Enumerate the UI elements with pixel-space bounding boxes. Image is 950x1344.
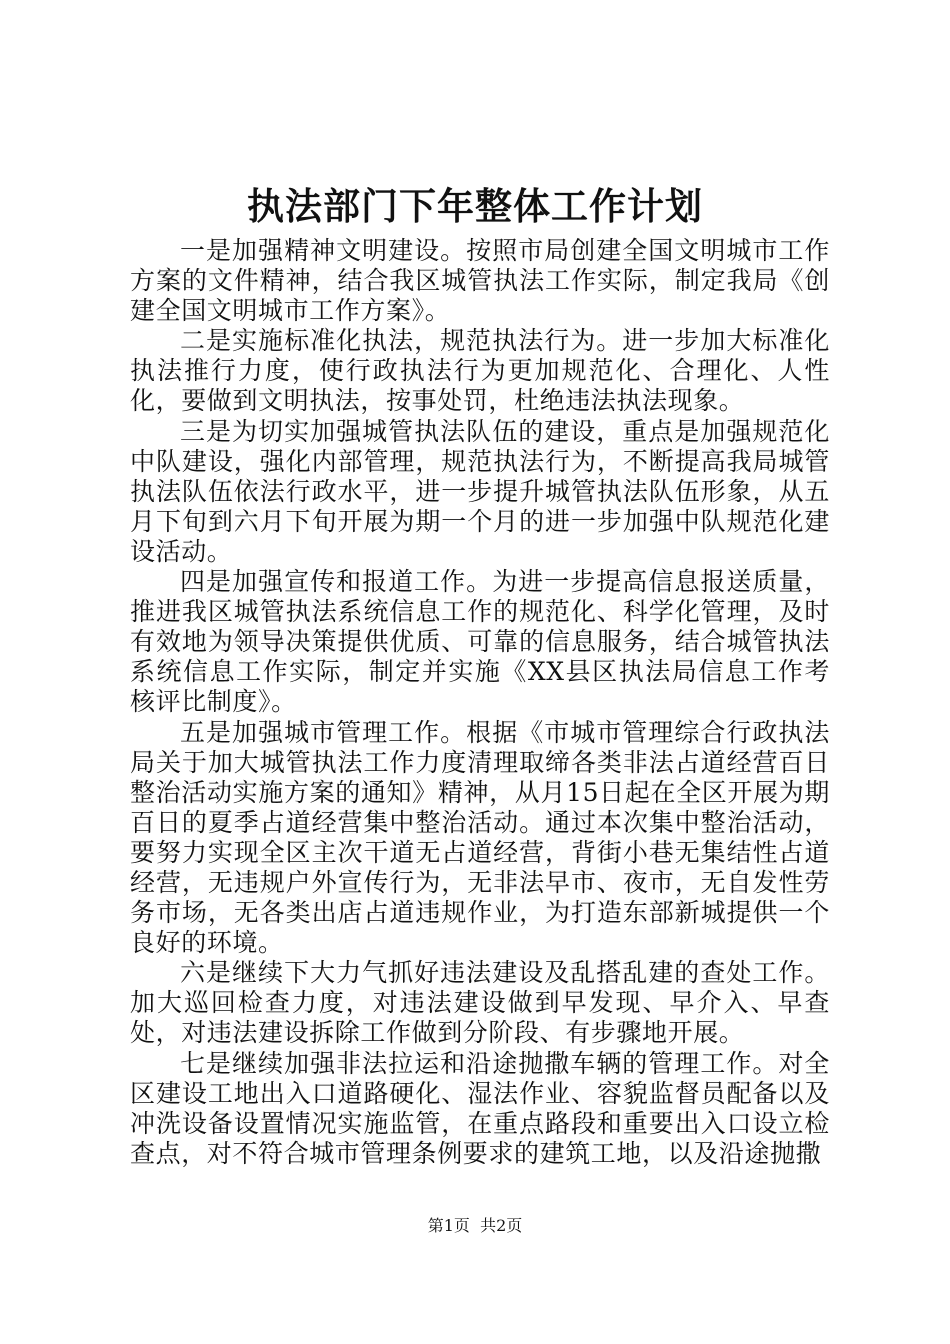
- document-title: 执法部门下年整体工作计划: [247, 184, 703, 228]
- paragraph-5: 五是加强城市管理工作。根据《市城市管理综合行政执法局关于加大城管执法工作力度清理取缔各类非法占道经营百日整治活动实施方案的通知》精神，从月15日起在全区开展为期百日的夏季占道经营集中整治活动。通过本次集中整治活动，要努力实现全区主次干道无占道经营，背街小巷无集结性占道经营，无违规户外宣传行为，无非法早市、夜市，无自发性劳务市场，无各类出店占道违规作业，为打造东部新城提供一个良好的环境。: [130, 717, 830, 958]
- document-body: [130, 236, 830, 1169]
- paragraph-2: 二是实施标准化执法，规范执法行为。进一步加大标准化执法推行力度，使行政执法行为更加规范化、合理化、人性化，要做到文明执法，按事处罚，杜绝违法执法现象。: [130, 326, 830, 416]
- paragraph-4: 四是加强宣传和报道工作。为进一步提高信息报送质量，推进我区城管执法系统信息工作的规范化、科学化管理，及时有效地为领导决策提供优质、可靠的信息服务，结合城管执法系统信息工作实际，制定并实施《XX县区执法局信息工作考核评比制度》。: [130, 567, 830, 717]
- page-footer: 第1页 共2页: [427, 1216, 523, 1235]
- paragraph-3: 三是为切实加强城管执法队伍的建设，重点是加强规范化中队建设，强化内部管理，规范执法行为，不断提高我局城管执法队伍依法行政水平，进一步提升城管执法队伍形象，从五月下旬到六月下旬开展为期一个月的进一步加强中队规范化建设活动。: [130, 416, 830, 566]
- paragraph-1: 一是加强精神文明建设。按照市局创建全国文明城市工作方案的文件精神，结合我区城管执法工作实际，制定我局《创建全国文明城市工作方案》。: [130, 236, 830, 326]
- paragraph-7: 七是继续加强非法拉运和沿途抛撒车辆的管理工作。对全区建设工地出入口道路硬化、湿法作业、容貌监督员配备以及冲洗设备设置情况实施监管，在重点路段和重要出入口设立检查点，对不符合城市管理条例要求的建筑工地，以及沿途抛撒: [130, 1048, 830, 1168]
- paragraph-6: 六是继续下大力气抓好违法建设及乱搭乱建的查处工作。加大巡回检查力度，对违法建设做到早发现、早介入、早查处，对违法建设拆除工作做到分阶段、有步骤地开展。: [130, 958, 830, 1048]
